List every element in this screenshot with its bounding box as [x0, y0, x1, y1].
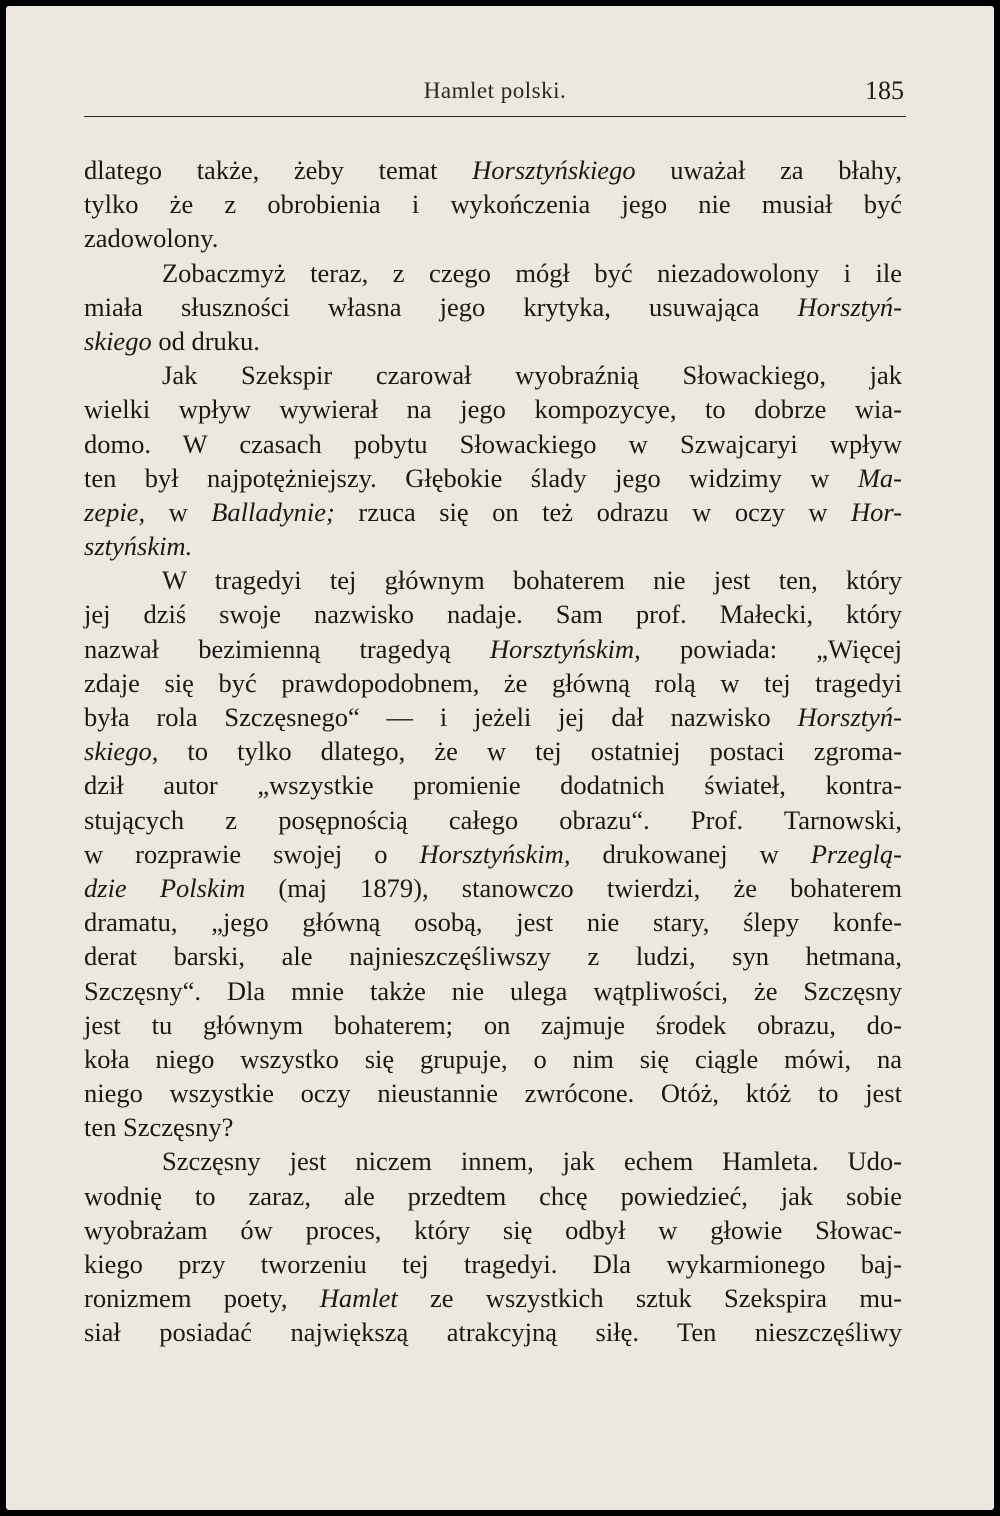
body-text — [84, 153, 902, 1350]
text-line — [84, 1179, 902, 1213]
text-line — [84, 495, 902, 529]
text-run: Jak Szekspir czarował wyobraźnią Słowackiego, jak — [162, 360, 902, 391]
text-run: derat barski, ale najnieszczęśliwszy z ludzi, syn hetmana, — [84, 941, 902, 972]
text-run: wielki wpływ wywierał na jego kompozycye, to dobrze wia- — [84, 394, 902, 425]
running-title: Hamlet polski. — [423, 78, 567, 103]
text-run: była rola Szczęsnego“ — i jeżeli jej dał nazwisko — [84, 702, 798, 732]
text-run: dramatu, „jego główną osobą, jest nie stary, ślepy konfe- — [84, 907, 902, 938]
text-run: nazwał bezimienną tragedyą — [84, 633, 490, 664]
italic-text: sztyńskim. — [84, 531, 193, 562]
text-line — [84, 837, 902, 871]
text-line — [84, 1076, 902, 1110]
book-page — [6, 6, 994, 1510]
text-line — [84, 939, 902, 973]
text-run: domo. W czasach pobytu Słowackiego w Szwajcaryi wpływ — [84, 428, 902, 459]
text-line — [84, 666, 902, 700]
text-line — [84, 734, 902, 768]
text-line — [84, 1213, 902, 1247]
text-run: jest tu głównym bohaterem; on zajmuje środek obrazu, do- — [84, 1009, 902, 1040]
text-run: od druku. — [151, 325, 260, 356]
italic-text: skiego, — [84, 736, 159, 767]
italic-text: Horsztyńskiego — [472, 155, 636, 185]
italic-text: skiego — [84, 325, 152, 356]
text-line — [84, 1315, 902, 1349]
text-run: w rozprawie swojej o — [84, 838, 420, 869]
text-line — [84, 256, 902, 290]
text-run: dził autor „wszystkie promienie dodatnich świateł, kontra- — [84, 770, 902, 801]
italic-text: Horsztyń- — [797, 291, 902, 322]
text-run: jej dziś swoje nazwisko nadaje. Sam prof. Małecki, który — [84, 599, 902, 630]
text-run: dlatego także, żeby temat — [84, 155, 473, 185]
text-run: rzuca się on też odrazu w oczy w — [334, 496, 851, 527]
text-run: powiada: „Więcej — [640, 633, 902, 664]
text-line — [84, 358, 902, 392]
text-line — [84, 153, 902, 187]
italic-text: Horsztyńskim, — [489, 633, 641, 664]
text-run: kiego przy tworzeniu tej tragedyi. Dla wykarmionego baj- — [84, 1249, 902, 1279]
text-run: ten był najpotężniejszy. Głębokie ślady jego widzimy w — [84, 462, 858, 493]
text-run: ze wszystkich sztuk Szekspira mu- — [397, 1283, 903, 1314]
italic-text: dzie Polskim — [84, 872, 246, 903]
text-line — [84, 1144, 902, 1178]
text-run: tylko że z obrobienia i wykończenia jego nie musiał być — [84, 189, 902, 220]
text-run: to tylko dlatego, że w tej ostatniej postaci zgroma- — [158, 736, 902, 767]
text-line — [84, 290, 902, 324]
text-line — [84, 905, 902, 939]
text-run: wodnię to zaraz, ale przedtem chcę powiedzieć, jak sobie — [84, 1180, 902, 1211]
italic-text: Hor- — [851, 496, 902, 527]
text-line — [84, 221, 902, 255]
text-run: W tragedyi tej głównym bohaterem nie jest ten, który — [162, 565, 902, 596]
italic-text: Horsztyńskim, — [419, 838, 571, 869]
page-header — [84, 76, 906, 112]
text-run: zadowolony. — [84, 223, 219, 254]
text-line — [84, 597, 902, 631]
text-line — [84, 392, 902, 426]
text-run: miała słuszności własna jego krytyka, usuwająca — [84, 291, 798, 322]
text-line — [84, 632, 902, 666]
text-line — [84, 768, 902, 802]
text-line — [84, 871, 902, 905]
text-run: stujących z posępnością całego obrazu“. Prof. Tarnowski, — [84, 804, 902, 835]
text-line — [84, 563, 902, 597]
italic-text: Horsztyń- — [797, 702, 902, 732]
text-line — [84, 974, 902, 1008]
text-run: Szczęsny“. Dla mnie także nie ulega wątpliwości, że Szczęsny — [84, 975, 902, 1006]
italic-text: Hamlet — [319, 1283, 398, 1314]
text-run: wyobrażam ów proces, który się odbył w głowie Słowac- — [84, 1214, 902, 1245]
text-run: Szczęsny jest niczem innem, jak echem Hamleta. Udo- — [162, 1146, 902, 1177]
text-line — [84, 1110, 902, 1144]
text-line — [84, 461, 902, 495]
text-run: ronizmem poety, — [84, 1283, 320, 1314]
text-run: w — [145, 496, 212, 527]
text-run: siał posiadać największą atrakcyjną siłę. Ten nieszczęśliwy — [84, 1317, 902, 1348]
text-run: niego wszystkie oczy nieustannie zwrócone. Otóż, któż to jest — [84, 1078, 902, 1109]
text-line — [84, 324, 902, 358]
text-run: (maj 1879), stanowczo twierdzi, że bohaterem — [245, 872, 903, 903]
italic-text: Balladynie; — [211, 496, 335, 527]
text-run: koła niego wszystko się grupuje, o nim się ciągle mówi, na — [84, 1043, 902, 1074]
text-run: drukowanej w — [570, 838, 811, 869]
text-line — [84, 1281, 902, 1315]
text-line — [84, 1042, 902, 1076]
text-line — [84, 187, 902, 221]
text-line — [84, 529, 902, 563]
text-line — [84, 427, 902, 461]
text-run: Zobaczmyż teraz, z czego mógł być niezadowolony i ile — [162, 257, 902, 288]
text-line — [84, 1247, 902, 1281]
italic-text: Przeglą- — [810, 838, 902, 869]
text-line — [84, 700, 902, 734]
header-rule — [84, 116, 906, 117]
text-run: zdaje się być prawdopodobnem, że główną rolą w tej tragedyi — [84, 667, 902, 698]
text-run: uważał za błahy, — [635, 155, 902, 185]
italic-text: Ma- — [857, 462, 902, 493]
page-number: 185 — [865, 76, 904, 105]
text-line — [84, 803, 902, 837]
text-run: ten Szczęsny? — [84, 1112, 234, 1143]
italic-text: zepie, — [84, 496, 146, 527]
text-line — [84, 1008, 902, 1042]
